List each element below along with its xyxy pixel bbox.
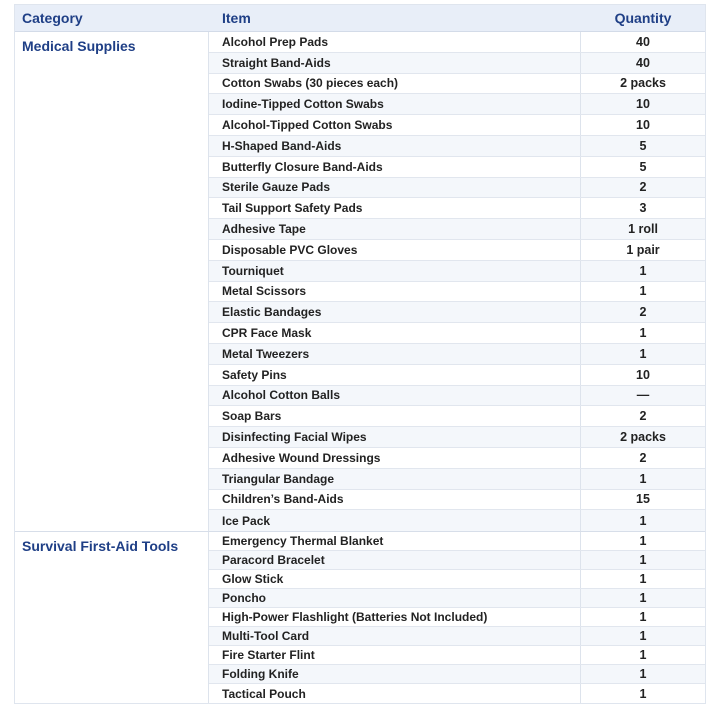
table-row (209, 136, 705, 157)
item-quantity: 10 (636, 367, 650, 382)
table-body (15, 32, 705, 703)
item-name: Alcohol-Tipped Cotton Swabs (209, 115, 581, 135)
item-name: Tourniquet (209, 261, 581, 281)
item-name: High-Power Flashlight (Batteries Not Included) (209, 608, 581, 626)
item-quantity: 1 (639, 553, 647, 568)
item-name: Sterile Gauze Pads (209, 178, 581, 198)
table-row (209, 608, 705, 627)
table-row (209, 448, 705, 469)
item-name: Fire Starter Flint (209, 646, 581, 664)
item-quantity: 1 (639, 686, 647, 701)
item-name: Multi-Tool Card (209, 627, 581, 645)
item-quantity: 1 (639, 326, 647, 341)
item-name: Glow Stick (209, 570, 581, 588)
item-name: Adhesive Tape (209, 219, 581, 239)
category-group (15, 532, 705, 703)
item-quantity: 1 (639, 346, 647, 361)
table-row (209, 665, 705, 684)
item-quantity: 1 (639, 534, 647, 549)
table-row (209, 532, 705, 551)
header-item: Item (222, 10, 251, 26)
item-name: H-Shaped Band-Aids (209, 136, 581, 156)
item-quantity: 1 (639, 667, 647, 682)
item-name: Disinfecting Facial Wipes (209, 427, 581, 447)
item-quantity: 1 (639, 471, 647, 486)
item-quantity: 1 (639, 572, 647, 587)
item-quantity: 15 (636, 492, 650, 507)
item-quantity: 5 (639, 159, 647, 174)
table-header (15, 5, 705, 32)
item-quantity: 1 (639, 591, 647, 606)
item-quantity: 2 packs (620, 76, 666, 91)
table-row (209, 219, 705, 240)
item-quantity: 1 pair (626, 242, 660, 257)
category-group (15, 32, 705, 532)
item-name: Butterfly Closure Band-Aids (209, 157, 581, 177)
item-name: Emergency Thermal Blanket (209, 532, 581, 550)
item-quantity: 2 packs (620, 430, 666, 445)
item-name: Children’s Band-Aids (209, 490, 581, 510)
item-name: Elastic Bandages (209, 302, 581, 322)
header-quantity: Quantity (614, 10, 672, 26)
table-row (209, 551, 705, 570)
table-row (209, 646, 705, 665)
item-name: Poncho (209, 589, 581, 607)
item-name: Ice Pack (209, 510, 581, 531)
table-row (209, 282, 705, 303)
item-rows (209, 32, 705, 531)
item-quantity: 10 (636, 97, 650, 112)
item-name: Safety Pins (209, 365, 581, 385)
item-name: Tactical Pouch (209, 684, 581, 703)
item-name: CPR Face Mask (209, 323, 581, 343)
item-name: Folding Knife (209, 665, 581, 683)
table-row (209, 510, 705, 531)
table-row (209, 178, 705, 199)
item-quantity: 1 roll (628, 222, 658, 237)
item-name: Adhesive Wound Dressings (209, 448, 581, 468)
item-quantity: — (636, 388, 650, 403)
item-name: Soap Bars (209, 406, 581, 426)
table-row (209, 240, 705, 261)
table-row (209, 490, 705, 511)
category-label: Survival First-Aid Tools (15, 532, 209, 703)
item-quantity: 1 (639, 648, 647, 663)
item-quantity: 1 (639, 610, 647, 625)
item-quantity: 2 (639, 450, 647, 465)
table-row (209, 323, 705, 344)
table-row (209, 589, 705, 608)
table-row (209, 53, 705, 74)
category-label: Medical Supplies (15, 32, 209, 531)
item-name: Metal Scissors (209, 282, 581, 302)
table-row (209, 684, 705, 703)
item-quantity: 2 (639, 180, 647, 195)
item-name: Iodine-Tipped Cotton Swabs (209, 94, 581, 114)
item-name: Metal Tweezers (209, 344, 581, 364)
item-quantity: 40 (636, 34, 650, 49)
header-category: Category (22, 10, 83, 26)
table-row (209, 469, 705, 490)
item-quantity: 5 (639, 138, 647, 153)
table-row (209, 32, 705, 53)
table-row (209, 115, 705, 136)
table-row (209, 198, 705, 219)
item-name: Triangular Bandage (209, 469, 581, 489)
table-row (209, 570, 705, 589)
item-name: Disposable PVC Gloves (209, 240, 581, 260)
item-name: Tail Support Safety Pads (209, 198, 581, 218)
item-quantity: 1 (639, 513, 647, 528)
item-quantity: 40 (636, 55, 650, 70)
item-name: Straight Band-Aids (209, 53, 581, 73)
item-quantity: 2 (639, 409, 647, 424)
item-quantity: 1 (639, 629, 647, 644)
table-row (209, 157, 705, 178)
item-name: Alcohol Prep Pads (209, 32, 581, 52)
item-quantity: 1 (639, 263, 647, 278)
table-row (209, 302, 705, 323)
table-row (209, 627, 705, 646)
table-row (209, 261, 705, 282)
item-name: Alcohol Cotton Balls (209, 386, 581, 406)
table-row (209, 406, 705, 427)
table-row (209, 427, 705, 448)
item-quantity: 2 (639, 305, 647, 320)
item-rows (209, 532, 705, 703)
item-name: Cotton Swabs (30 pieces each) (209, 74, 581, 94)
item-name: Paracord Bracelet (209, 551, 581, 569)
item-quantity: 1 (639, 284, 647, 299)
table-row (209, 386, 705, 407)
item-quantity: 10 (636, 118, 650, 133)
item-quantity: 3 (639, 201, 647, 216)
table-row (209, 74, 705, 95)
table-row (209, 365, 705, 386)
supplies-table (14, 4, 706, 704)
table-row (209, 94, 705, 115)
table-row (209, 344, 705, 365)
